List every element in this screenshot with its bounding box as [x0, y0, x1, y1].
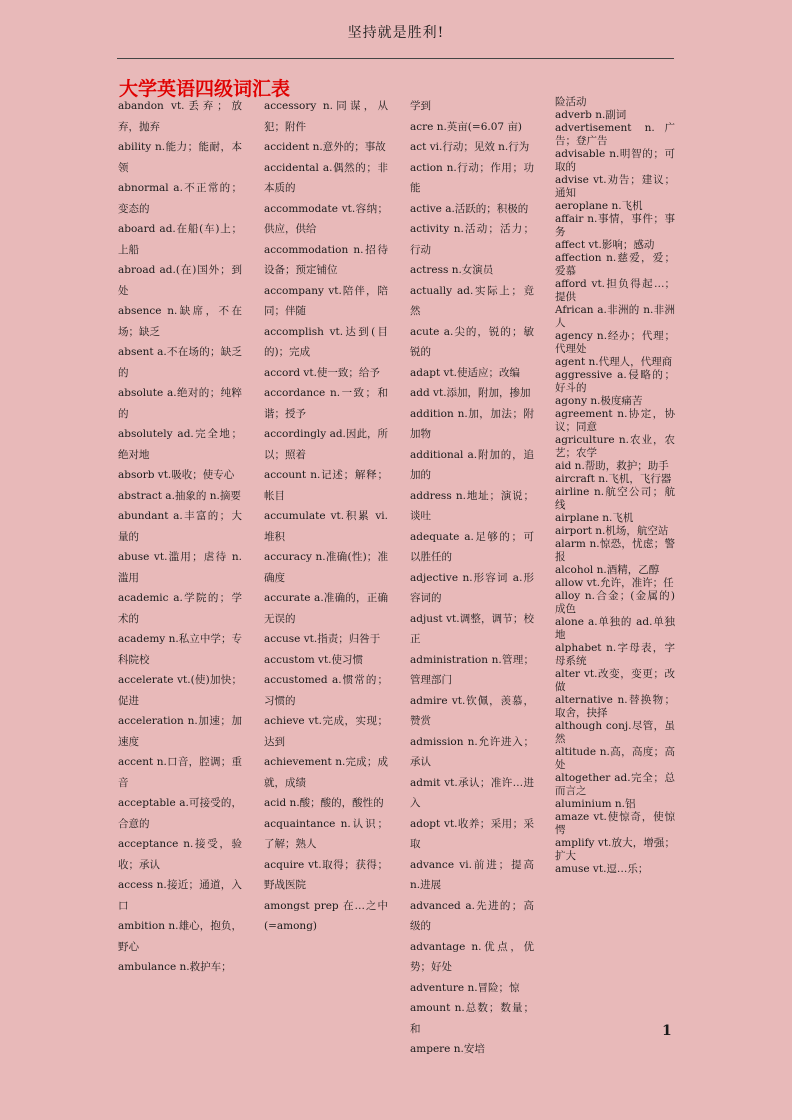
vocab-entry: amplify vt.放大，增强；扩大 [555, 837, 675, 862]
vocab-entry: accommodate vt.容纳；供应，供给 [264, 202, 388, 235]
vocab-entry: afford vt.担负得起…；提供 [555, 278, 675, 303]
vocab-entry: amuse vt.逗…乐； [555, 863, 649, 875]
vocab-entry: advance vi.前进；提高 n.进展 [410, 858, 534, 891]
vocab-entry: allow vt.允许，准许；任 [555, 577, 674, 589]
vocab-entry: abuse vt.滥用；虐待 n.滥用 [118, 551, 242, 584]
vocab-entry: accelerate vt.(使)加快；促进 [118, 674, 242, 707]
vocab-entry: abstract a.抽象的 n.摘要 [118, 489, 241, 502]
vocab-entry: absolute a.绝对的；纯粹的 [118, 387, 242, 420]
vocab-entry: agriculture n.农业，农艺；农学 [555, 434, 675, 459]
vocab-entry: activity n.活动；活力；行动 [410, 223, 534, 256]
vocab-entry: abundant a.丰富的；大量的 [118, 510, 242, 543]
vocab-entry: accordance n.一致；和谐；授予 [264, 387, 388, 420]
vocab-entry: access n.接近；通道，入口 [118, 879, 242, 912]
vocab-entry: airport n.机场，航空站 [555, 525, 669, 537]
vocab-entry: ambition n.雄心，抱负，野心 [118, 920, 242, 953]
vocab-entry: aluminium n.铝 [555, 798, 636, 810]
vocab-entry: altitude n.高，高度；高处 [555, 746, 675, 771]
vocab-entry: achievement n.完成；成就，成绩 [264, 756, 388, 789]
vocab-entry: accuse vt.指责；归咎于 [264, 633, 381, 645]
vocab-entry: abnormal a.不正常的；变态的 [118, 182, 242, 215]
vocab-entry: affair n.事情，事件；事务 [555, 213, 675, 238]
vocab-entry: achieve vt.完成，实现；达到 [264, 715, 388, 748]
vocab-entry: actress n.女演员 [410, 264, 494, 276]
vocab-entry: adjective n.形容词 a.形容词的 [410, 571, 534, 604]
vocab-entry: amount n.总数；数量；和 [410, 1002, 534, 1035]
vocab-entry: action n.行动；作用；功能 [410, 161, 534, 194]
vocab-entry: amaze vt.使惊奇，使惊愕 [555, 811, 675, 836]
vocab-entry: alphabet n.字母表，字母系统 [555, 642, 675, 667]
vocab-entry: accomplish vt.达到(目的)；完成 [264, 325, 388, 358]
vocab-entry: active a.活跃的；积极的 [410, 202, 529, 215]
vocab-entry: advisable n.明智的；可取的 [555, 148, 675, 173]
vocab-entry: agency n.经办；代理；代理处 [555, 330, 675, 355]
vocab-entry: addition n.加，加法；附加物 [410, 407, 534, 440]
vocab-column-4 [555, 96, 675, 1020]
vocab-entry: actually ad.实际上；竟然 [410, 284, 534, 317]
vocab-column-1 [118, 96, 242, 1020]
vocab-entry: absolutely ad.完全地；绝对地 [118, 428, 242, 461]
vocab-entry: affection n.慈爱，爱；爱慕 [555, 252, 675, 277]
vocab-entry: acquire vt.取得；获得；野战医院 [264, 858, 388, 891]
vocab-entry: administration n.管理；管理部门 [410, 653, 534, 686]
vocab-entry: adventure n.冒险；惊 [410, 981, 520, 994]
vocab-entry: agent n.代理人，代理商 [555, 356, 673, 368]
vocab-entry: 学到 [410, 100, 431, 112]
vocab-entry: 险活动 [555, 96, 587, 108]
vocab-entry: accordingly ad.因此，所以；照着 [264, 428, 388, 461]
vocab-entry: altogether ad.完全；总而言之 [555, 772, 675, 797]
vocab-entry: abandon vt.丢弃；放弃，抛弃 [118, 100, 242, 133]
vocab-entry: adopt vt.收养；采用；采取 [410, 817, 534, 850]
vocab-entry: ampere n.安培 [410, 1043, 485, 1055]
vocab-entry: act vi.行动；见效 n.行为 [410, 141, 530, 153]
vocab-column-3 [410, 96, 534, 1055]
vocab-entry: aircraft n.飞机，飞行器 [555, 473, 672, 485]
vocab-entry: accuracy n.准确(性)；准确度 [264, 551, 388, 584]
vocab-entry: aid n.帮助，救护；助手 [555, 460, 669, 472]
vocab-entry: alloy n.合金；(金属的)成色 [555, 590, 675, 615]
vocab-entry: additional a.附加的，追加的 [410, 448, 534, 481]
vocab-entry: airline n.航空公司；航线 [555, 486, 675, 511]
vocab-entry: accident n.意外的；事故 [264, 141, 386, 153]
vocab-entry: accompany vt.陪伴，陪同；伴随 [264, 284, 388, 317]
vocab-entry: alternative n.替换物；取舍，抉择 [555, 694, 675, 719]
vocab-entry: absence n.缺席，不在场；缺乏 [118, 305, 242, 338]
vocab-entry: ability n.能力；能耐，本领 [118, 141, 242, 174]
vocab-entry: adequate a.足够的；可以胜任的 [410, 530, 534, 563]
vocab-entry: alarm n.惊恐，忧虑；警报 [555, 538, 675, 563]
vocab-entry: admit vt.承认；准许…进入 [410, 776, 534, 809]
vocab-entry: acquaintance n.认识；了解；熟人 [264, 817, 388, 850]
vocab-entry: advise vt.劝告；建议；通知 [555, 174, 675, 199]
vocab-entry: accurate a.准确的，正确无误的 [264, 592, 388, 625]
vocab-entry: acceleration n.加速；加速度 [118, 715, 242, 748]
vocab-entry: academy n.私立中学；专科院校 [118, 633, 242, 666]
vocab-entry: advanced a.先进的；高级的 [410, 899, 534, 932]
vocab-entry: aeroplane n.飞机 [555, 200, 643, 212]
vocab-entry: airplane n.飞机 [555, 512, 634, 524]
vocab-entry: African a.非洲的 n.非洲人 [555, 304, 675, 329]
vocab-entry: adapt vt.使适应；改编 [410, 366, 521, 379]
vocab-entry: agony n.极度痛苦 [555, 395, 643, 407]
vocab-column-2 [264, 96, 388, 1020]
vocab-entry: admire vt.钦佩，羡慕，赞赏 [410, 694, 534, 727]
vocab-entry: admission n.允许进入；承认 [410, 735, 534, 768]
vocab-entry: accustomed a.惯常的；习惯的 [264, 674, 388, 707]
page-number: 1 [662, 1023, 672, 1039]
vocab-entry: accord vt.使一致；给予 [264, 366, 380, 379]
vocab-entry: account n.记述；解释；帐目 [264, 469, 388, 502]
vocab-entry: adverb n.副词 [555, 109, 627, 121]
vocab-entry: abroad ad.(在)国外；到处 [118, 264, 242, 297]
vocab-entry: alter vt.改变，变更；改做 [555, 668, 675, 693]
vocab-entry: amongst prep 在…之中(=among) [264, 899, 388, 932]
vocab-entry: accent n.口音，腔调；重音 [118, 756, 242, 789]
vocab-entry: adjust vt.调整，调节；校正 [410, 612, 534, 645]
vocab-entry: accustom vt.使习惯 [264, 653, 363, 666]
vocab-entry: agreement n.协定，协议；同意 [555, 408, 675, 433]
page-title: 大学英语四级词汇表 [119, 78, 291, 100]
vocab-entry: acre n.英亩(=6.07 亩) [410, 120, 523, 133]
vocab-entry: absent a.不在场的；缺乏的 [118, 346, 242, 379]
vocab-entry: absorb vt.吸收；使专心 [118, 469, 235, 481]
vocab-entry: although conj.尽管，虽然 [555, 720, 675, 745]
vocab-entry: ambulance n.救护车； [118, 961, 232, 973]
vocab-entry: accumulate vt.积累 vi.堆积 [264, 510, 388, 543]
vocab-entry: accidental a.偶然的；非本质的 [264, 161, 388, 194]
vocab-entry: aggressive a.侵略的；好斗的 [555, 369, 675, 394]
vocab-entry: aboard ad.在船(车)上；上船 [118, 223, 242, 256]
vocab-entry: accommodation n.招待设备；预定铺位 [264, 243, 388, 276]
vocab-entry: add vt.添加，附加，掺加 [410, 387, 531, 399]
vocab-entry: affect vt.影响；感动 [555, 239, 655, 251]
vocab-entry: academic a.学院的；学术的 [118, 592, 242, 625]
vocab-entry: acceptable a.可接受的，合意的 [118, 797, 242, 830]
vocab-entry: advantage n.优点，优势；好处 [410, 940, 534, 973]
vocab-entry: acceptance n.接受，验收；承认 [118, 838, 242, 871]
vocab-entry: accessory n.同谋，从犯；附件 [264, 100, 388, 133]
vocab-entry: address n.地址；演说；谈吐 [410, 489, 534, 522]
vocab-entry: alcohol n.酒精，乙醇 [555, 564, 660, 576]
vocab-entry: acid n.酸；酸的，酸性的 [264, 797, 384, 809]
page-header-motto: 坚持就是胜利! [347, 25, 445, 41]
vocab-entry: alone a.单独的 ad.单独地 [555, 616, 675, 641]
vocab-entry: advertisement n.广告；登广告 [555, 122, 675, 147]
vocab-entry: acute a.尖的，锐的；敏锐的 [410, 325, 534, 358]
header-rule [117, 58, 674, 59]
